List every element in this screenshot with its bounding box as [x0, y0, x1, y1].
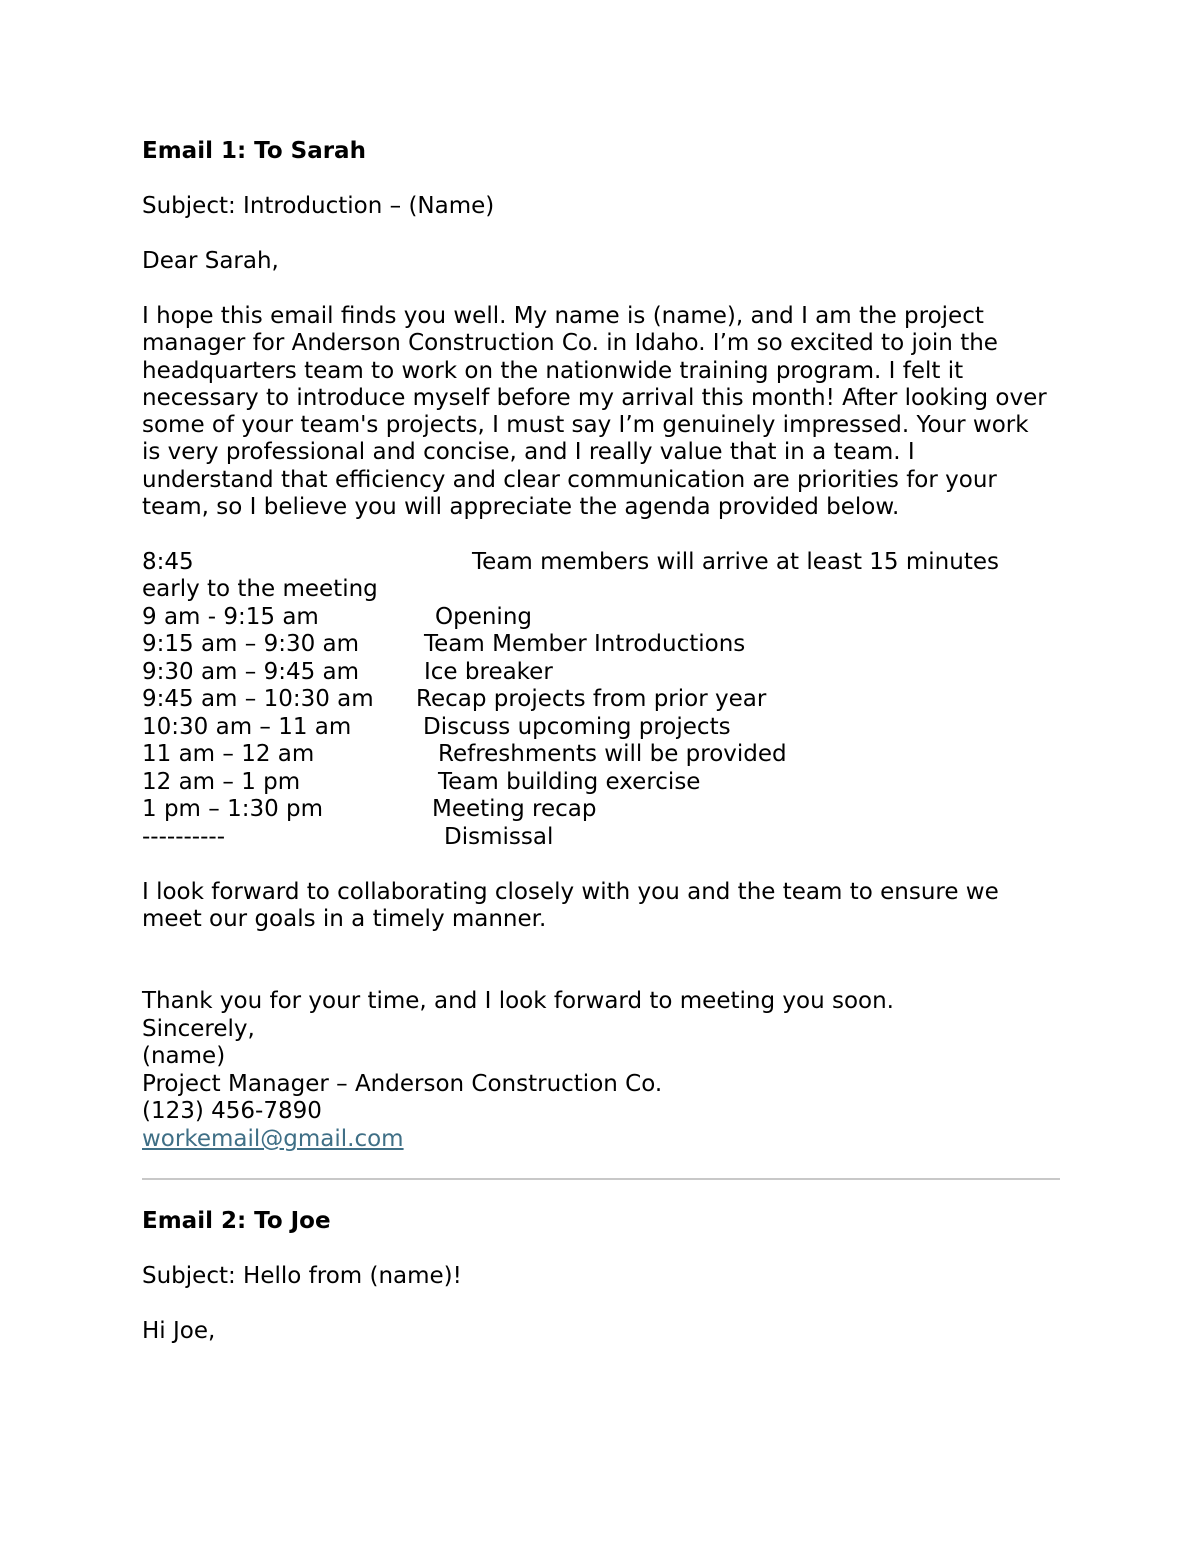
agenda-row — [142, 769, 1060, 797]
email2-greeting: Hi Joe, — [142, 1318, 216, 1345]
agenda-time: ---------- — [142, 823, 225, 850]
agenda-row — [142, 714, 1060, 742]
agenda-item: Team members will arrive at least 15 minutes — [472, 548, 999, 575]
agenda-row — [142, 659, 1060, 687]
signature-email-link[interactable]: workemail@gmail.com — [142, 1125, 404, 1152]
email1-closing-paragraph: I look forward to collaborating closely with you and the team to ensure we meet our goals in a timely manner. — [142, 878, 999, 933]
agenda-item: Team Member Introductions — [424, 631, 746, 658]
agenda — [142, 549, 1060, 852]
agenda-item: Opening — [435, 603, 532, 630]
agenda-row — [142, 549, 1060, 577]
agenda-time: 11 am – 12 am — [142, 741, 315, 768]
email1-subject: Subject: Introduction – (Name) — [142, 193, 495, 219]
agenda-row — [142, 824, 1060, 852]
agenda-time: 12 am – 1 pm — [142, 768, 301, 795]
agenda-item: Ice breaker — [424, 658, 553, 685]
signature-title: Project Manager – Anderson Construction Co. — [142, 1070, 663, 1097]
agenda-time: 10:30 am – 11 am — [142, 713, 352, 740]
agenda-item: Recap projects from prior year — [416, 686, 767, 713]
agenda-row — [142, 686, 1060, 714]
agenda-item-continuation: early to the meeting — [142, 576, 378, 603]
email1-heading: Email 1: To Sarah — [142, 138, 366, 164]
signature-name: (name) — [142, 1043, 226, 1070]
agenda-time: 8:45 — [142, 548, 194, 575]
email1-signoff: Sincerely, — [142, 1015, 255, 1042]
agenda-time: 9 am - 9:15 am — [142, 603, 319, 630]
email1-body: I hope this email finds you well. My name is (name), and I am the project manager for Anderson Construction Co. in Idaho. I’m so excited to join the headquarters team to work on the nationwide training program. I felt it necessary to introduce myself before my arrival this month! After looking over some of your team's projects, I must say I’m genuinely impressed. Your work is very professional and concise, and I really value that in a team. I understand that efficiency and clear communication are priorities for your team, so I believe you will appreciate the agenda provided below. — [142, 303, 1047, 521]
agenda-item: Dismissal — [444, 823, 554, 850]
agenda-time: 9:15 am – 9:30 am — [142, 631, 360, 658]
signature-phone: (123) 456-7890 — [142, 1098, 322, 1125]
agenda-item: Team building exercise — [438, 768, 701, 795]
agenda-time: 1 pm – 1:30 pm — [142, 796, 324, 823]
email1-greeting: Dear Sarah, — [142, 248, 279, 274]
document-page — [142, 138, 1060, 1346]
agenda-item: Meeting recap — [432, 796, 597, 823]
agenda-time: 9:45 am – 10:30 am — [142, 686, 374, 713]
agenda-item: Refreshments will be provided — [438, 741, 787, 768]
email2-subject: Subject: Hello from (name)! — [142, 1263, 462, 1290]
agenda-item: Discuss upcoming projects — [423, 713, 731, 740]
email2-heading: Email 2: To Joe — [142, 1208, 331, 1235]
agenda-row — [142, 796, 1060, 824]
agenda-time: 9:30 am – 9:45 am — [142, 658, 360, 685]
agenda-row — [142, 631, 1060, 659]
email1-thanks: Thank you for your time, and I look forward to meeting you soon. — [142, 988, 894, 1015]
agenda-row — [142, 741, 1060, 769]
agenda-row — [142, 604, 1060, 632]
